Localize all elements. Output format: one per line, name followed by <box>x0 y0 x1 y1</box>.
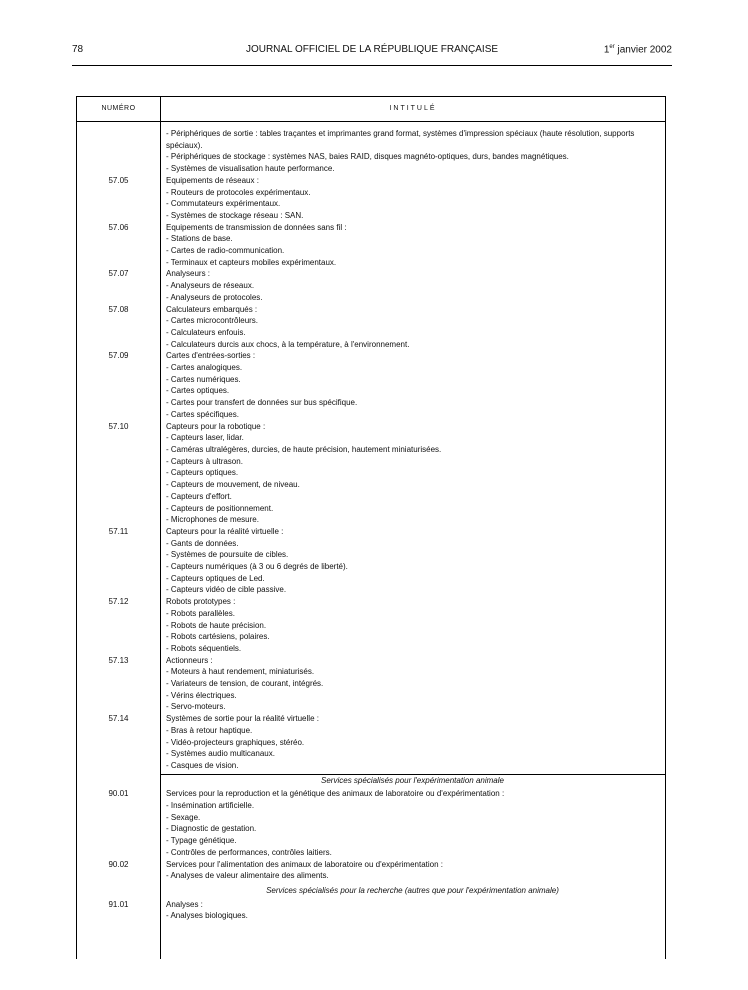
row-number <box>77 339 160 351</box>
row-number <box>77 725 160 737</box>
table-row <box>77 210 665 222</box>
row-text: - Robots séquentiels. <box>166 643 242 653</box>
table-row <box>77 584 665 596</box>
row-number <box>77 823 160 835</box>
table-row <box>77 304 665 316</box>
row-text: - Capteurs d'effort. <box>166 491 232 501</box>
row-text: - Typage génétique. <box>166 836 237 846</box>
table-row <box>77 257 665 269</box>
row-number <box>77 187 160 199</box>
row-text: - Vérins électriques. <box>166 690 237 700</box>
section-heading: Services spécialisés pour la recherche (autres que pour l'expérimentation animale) <box>266 886 559 895</box>
row-number <box>77 538 160 550</box>
table-row <box>77 690 665 702</box>
table-row <box>77 526 665 538</box>
issue-date <box>604 44 672 55</box>
row-text: Analyseurs : <box>166 269 211 279</box>
table-row <box>77 538 665 550</box>
row-number <box>77 409 160 421</box>
row-number: 57.11 <box>108 526 129 536</box>
row-number <box>77 690 160 702</box>
table-row <box>77 655 665 667</box>
row-text: - Capteurs de positionnement. <box>166 503 274 513</box>
nomenclature-table <box>76 96 666 959</box>
table-row <box>77 561 665 573</box>
row-number: 57.09 <box>108 351 129 361</box>
row-number <box>77 210 160 222</box>
row-text: Equipements de réseaux : <box>166 175 259 185</box>
journal-title: JOURNAL OFFICIEL DE LA RÉPUBLIQUE FRANÇAISE <box>245 44 499 55</box>
table-row <box>77 748 665 760</box>
date-day: 1 <box>603 44 610 56</box>
row-text: - Commutateurs expérimentaux. <box>166 199 281 209</box>
table-row <box>77 350 665 362</box>
row-text: - Capteurs de mouvement, de niveau. <box>166 480 300 490</box>
row-number <box>77 140 160 152</box>
row-number <box>77 467 160 479</box>
row-number <box>77 800 160 812</box>
row-text: - Cartes spécifiques. <box>166 409 239 419</box>
table-row <box>77 666 665 678</box>
row-number <box>77 444 160 456</box>
row-text: - Analyseurs de réseaux. <box>166 281 255 291</box>
row-number <box>77 666 160 678</box>
row-number: 57.06 <box>108 222 129 232</box>
row-number <box>77 315 160 327</box>
row-number <box>77 701 160 713</box>
row-text: - Insémination artificielle. <box>166 801 255 811</box>
table-row <box>77 280 665 292</box>
row-text: - Stations de base. <box>166 234 233 244</box>
row-number: 57.14 <box>108 714 129 724</box>
row-number <box>77 737 160 749</box>
row-number <box>77 151 160 163</box>
row-text: - Analyseurs de protocoles. <box>166 292 263 302</box>
row-text: - Microphones de mesure. <box>166 515 259 525</box>
row-text: - Analyses de valeur alimentaire des aliments. <box>166 871 329 881</box>
column-header-title: INTITULÉ <box>389 105 437 112</box>
row-number <box>77 456 160 468</box>
row-number <box>77 847 160 859</box>
row-number: 57.08 <box>108 304 129 314</box>
row-text: Systèmes de sortie pour la réalité virtuelle : <box>166 714 319 724</box>
table-row <box>77 128 665 140</box>
section-heading-row <box>77 775 665 787</box>
row-text: - Cartes pour transfert de données sur bus spécifique. <box>166 398 358 408</box>
row-text: - Vidéo-projecteurs graphiques, stéréo. <box>166 737 305 747</box>
row-text: - Capteurs vidéo de cible passive. <box>166 585 287 595</box>
header-row-divider <box>77 121 665 122</box>
row-text: - Terminaux et capteurs mobiles expérimentaux. <box>166 257 337 267</box>
row-text: - Caméras ultralégères, durcies, de haute précision, hautement miniaturisées. <box>166 444 442 454</box>
table-row <box>77 362 665 374</box>
row-text: - Analyses biologiques. <box>166 911 248 921</box>
table-row <box>77 222 665 234</box>
table-row <box>77 573 665 585</box>
row-number <box>77 584 160 596</box>
row-text: - Routeurs de protocoles expérimentaux. <box>166 187 311 197</box>
table-row <box>77 175 665 187</box>
table-row <box>77 859 665 871</box>
row-text: - Capteurs optiques. <box>166 468 239 478</box>
row-number <box>77 835 160 847</box>
row-number <box>77 620 160 632</box>
row-number <box>77 775 160 787</box>
section-heading-row <box>77 885 665 897</box>
table-row <box>77 268 665 280</box>
table-row <box>77 140 665 152</box>
table-row <box>77 678 665 690</box>
row-number <box>77 362 160 374</box>
row-number <box>77 573 160 585</box>
row-number <box>77 432 160 444</box>
row-number: 90.01 <box>108 789 129 799</box>
table-row <box>77 151 665 163</box>
row-number <box>77 385 160 397</box>
row-text: - Capteurs numériques (à 3 ou 6 degrés de liberté). <box>166 562 348 572</box>
section-heading: Services spécialisés pour l'expérimentation animale <box>321 775 504 785</box>
table-row <box>77 339 665 351</box>
table-row <box>77 315 665 327</box>
row-number <box>77 233 160 245</box>
table-row <box>77 503 665 515</box>
row-number: 57.07 <box>108 269 129 279</box>
row-text: - Robots cartésiens, polaires. <box>166 632 270 642</box>
header-rule <box>72 65 672 66</box>
table-row <box>77 432 665 444</box>
row-text: - Bras à retour haptique. <box>166 725 253 735</box>
row-text: - Périphériques de sortie : tables traçantes et imprimantes grand format, systèmes d'impression spéciaux (haute résolution, supports <box>166 129 635 138</box>
table-row <box>77 421 665 433</box>
table-row <box>77 800 665 812</box>
row-number: 57.13 <box>108 655 129 665</box>
row-number <box>77 748 160 760</box>
row-number <box>77 678 160 690</box>
table-row <box>77 479 665 491</box>
row-text: Equipements de transmission de données sans fil : <box>166 222 347 232</box>
row-text: Calculateurs embarqués : <box>166 304 258 314</box>
row-text: - Variateurs de tension, de courant, intégrés. <box>166 679 324 689</box>
row-number <box>77 885 160 897</box>
row-number <box>77 608 160 620</box>
row-number <box>77 760 160 772</box>
row-number <box>77 257 160 269</box>
row-text: - Systèmes audio multicanaux. <box>166 749 275 759</box>
row-text: - Sexage. <box>166 812 201 822</box>
table-row <box>77 409 665 421</box>
row-number <box>77 870 160 882</box>
table-row <box>77 514 665 526</box>
date-ordinal: er <box>609 44 615 50</box>
row-text: - Capteurs laser, lidar. <box>166 433 244 443</box>
table-row <box>77 608 665 620</box>
table-row <box>77 456 665 468</box>
row-text: - Gants de données. <box>166 538 239 548</box>
table-row <box>77 327 665 339</box>
row-number <box>77 643 160 655</box>
table-row <box>77 835 665 847</box>
row-text: - Systèmes de visualisation haute performance. <box>166 164 335 174</box>
row-number: 91.01 <box>108 899 129 909</box>
row-number <box>77 910 160 922</box>
row-number: 57.05 <box>108 175 129 185</box>
row-text: - Capteurs optiques de Led. <box>166 573 265 583</box>
table-row <box>77 374 665 386</box>
row-text: - Calculateurs durcis aux chocs, à la température, à l'environnement. <box>166 339 410 349</box>
row-text: - Cartes de radio-communication. <box>166 246 285 256</box>
row-number <box>77 280 160 292</box>
row-number <box>77 397 160 409</box>
page-number: 78 <box>72 44 84 55</box>
row-number <box>77 812 160 824</box>
row-text: - Systèmes de poursuite de cibles. <box>166 550 289 560</box>
row-text: - Cartes microcontrôleurs. <box>166 316 259 326</box>
table-row <box>77 870 665 882</box>
row-number <box>77 163 160 175</box>
row-text: - Capteurs à ultrason. <box>166 456 243 466</box>
row-text: Robots prototypes : <box>166 597 236 607</box>
row-number <box>77 245 160 257</box>
table-row <box>77 620 665 632</box>
row-number <box>77 198 160 210</box>
row-number <box>77 491 160 503</box>
row-number <box>77 549 160 561</box>
table-row <box>77 760 665 772</box>
table-row <box>77 292 665 304</box>
row-text: - Cartes numériques. <box>166 374 241 384</box>
row-text: - Robots de haute précision. <box>166 620 267 630</box>
table-row <box>77 737 665 749</box>
row-number <box>77 292 160 304</box>
row-text: Capteurs pour la réalité virtuelle : <box>166 526 284 536</box>
row-number <box>77 514 160 526</box>
row-number <box>77 503 160 515</box>
row-number: 57.12 <box>108 597 129 607</box>
table-row <box>77 245 665 257</box>
table-row <box>77 713 665 725</box>
table-row <box>77 788 665 800</box>
table-row <box>77 596 665 608</box>
row-number: 90.02 <box>108 859 129 869</box>
row-text: Cartes d'entrées-sorties : <box>166 351 256 361</box>
table-row <box>77 643 665 655</box>
row-number <box>77 479 160 491</box>
row-text: - Cartes analogiques. <box>166 363 243 373</box>
table-row <box>77 444 665 456</box>
row-text: - Systèmes de stockage réseau : SAN. <box>166 210 304 220</box>
table-row <box>77 631 665 643</box>
row-number <box>77 327 160 339</box>
row-text: - Cartes optiques. <box>166 386 230 396</box>
table-row <box>77 812 665 824</box>
table-row <box>77 549 665 561</box>
row-text: - Contrôles de performances, contrôles laitiers. <box>166 847 332 857</box>
table-row <box>77 899 665 911</box>
table-row <box>77 725 665 737</box>
row-text: - Diagnostic de gestation. <box>166 824 257 834</box>
row-text: Analyses : <box>166 899 203 909</box>
date-month-year: janvier 2002 <box>614 44 672 56</box>
table-row <box>77 847 665 859</box>
row-text: - Robots parallèles. <box>166 608 235 618</box>
table-row <box>77 823 665 835</box>
table-row <box>77 163 665 175</box>
table-body <box>77 128 665 922</box>
row-text: Actionneurs : <box>166 655 213 665</box>
row-text: - Casques de vision. <box>166 760 239 770</box>
row-text: Capteurs pour la robotique : <box>166 421 266 431</box>
row-number <box>77 631 160 643</box>
row-text: - Calculateurs enfouis. <box>166 327 246 337</box>
table-row <box>77 198 665 210</box>
table-row <box>77 397 665 409</box>
row-number <box>77 561 160 573</box>
table-row <box>77 385 665 397</box>
table-row <box>77 491 665 503</box>
page-header <box>72 44 672 58</box>
row-number: 57.10 <box>108 421 129 431</box>
row-text: Services pour la reproduction et la génétique des animaux de laboratoire ou d'expérimentation : <box>166 789 505 799</box>
row-text: spéciaux). <box>166 140 203 150</box>
row-number <box>77 128 160 140</box>
row-text: - Servo-moteurs. <box>166 702 226 712</box>
row-text: - Périphériques de stockage : systèmes NAS, baies RAID, disques magnéto-optiques, durs, bandes magnétiques. <box>166 152 569 162</box>
table-row <box>77 701 665 713</box>
row-text: Services pour l'alimentation des animaux de laboratoire ou d'expérimentation : <box>166 859 443 869</box>
table-row <box>77 233 665 245</box>
row-number <box>77 374 160 386</box>
table-row <box>77 187 665 199</box>
row-text: - Moteurs à haut rendement, miniaturisés. <box>166 667 315 677</box>
table-row <box>77 910 665 922</box>
table-row <box>77 467 665 479</box>
column-header-number: NUMÉRO <box>101 105 136 112</box>
